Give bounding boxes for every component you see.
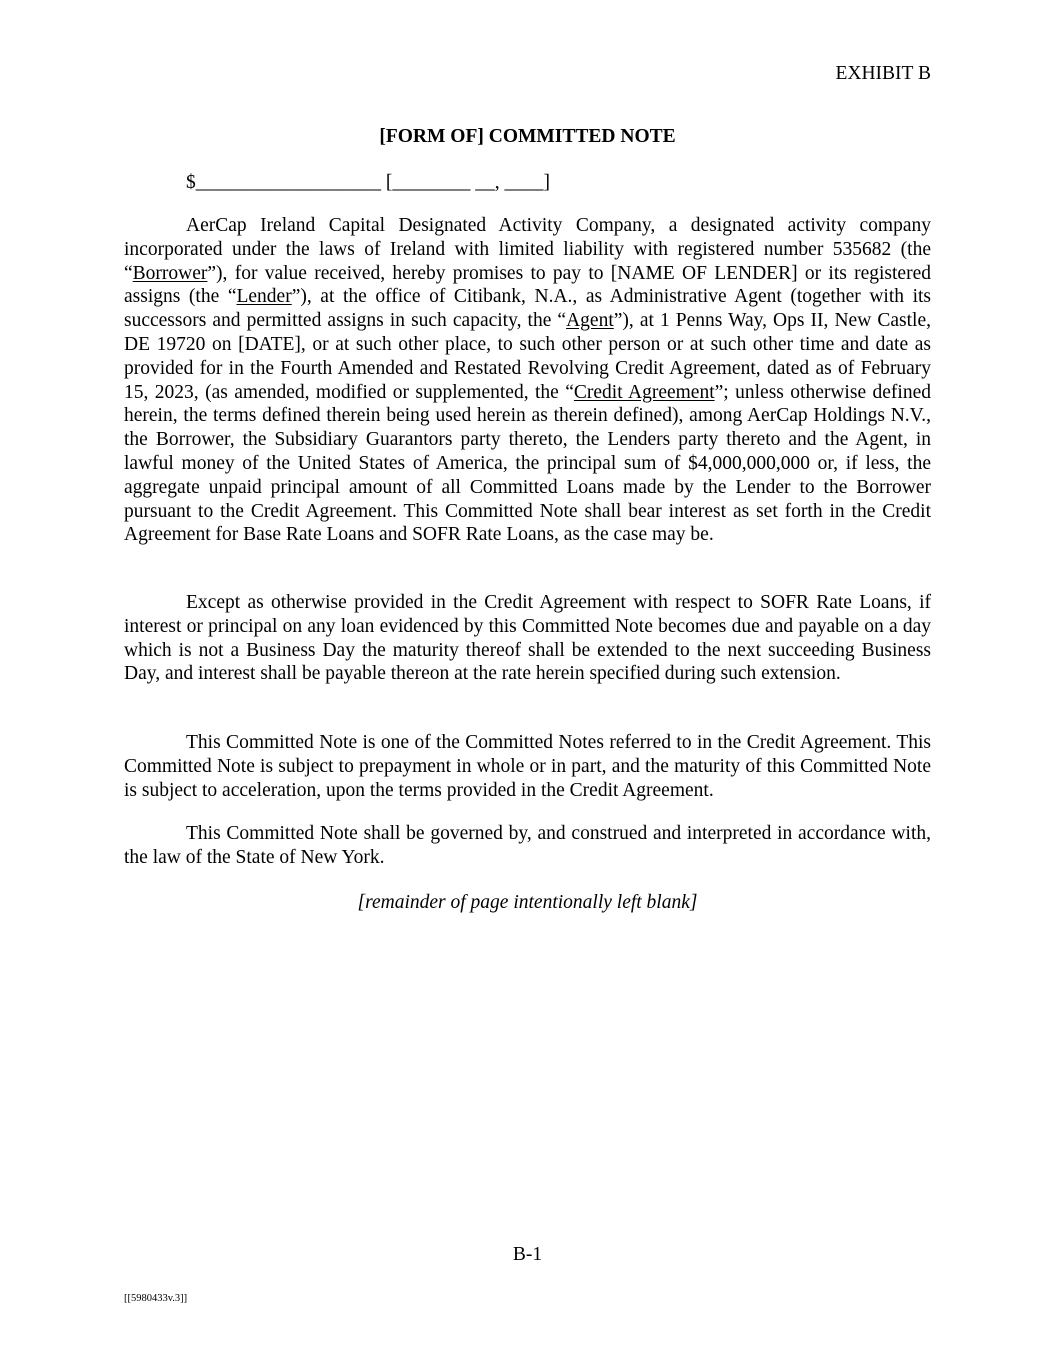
defined-term-credit-agreement: Credit Agreement (573, 381, 715, 403)
paragraph-text: Except as otherwise provided in the Credit Agreement with respect to SOFR Rate Loans, if interest or principal on any loan evidenced by this Committed Note becomes due and payable on a day which is not a Business Day the maturity thereof shall be extended to the next succeeding Business Day, and interest shall be payable thereon at the rate herein specified during such extension. (124, 592, 931, 685)
document-title: [FORM OF] COMMITTED NOTE (379, 126, 676, 147)
text-segment: ”), at the office of Citibank, N.A., as Administrative Agent (together with its successors and permitted assigns in such capacity, the “ (124, 286, 932, 332)
defined-term-lender: Lender (236, 286, 292, 308)
text-segment: ”), for value received, hereby promises to pay to [NAME OF LENDER] or its registered assigns (the “ (124, 262, 931, 308)
paragraph-committed-notes-reference (124, 731, 931, 802)
document-id: [[5980433v.3]] (124, 1293, 188, 1304)
defined-term-agent: Agent (566, 310, 614, 332)
paragraph-text: This Committed Note is one of the Committed Notes referred to in the Credit Agreement. This Committed Note is subject to prepayment in whole or in part, and the maturity of this Committed Note is subject to acceleration, upon the terms provided in the Credit Agreement. (124, 732, 931, 801)
paragraph-business-day (124, 591, 931, 686)
remainder-blank-note: [remainder of page intentionally left blank] (357, 892, 698, 913)
paragraph-parties-and-promise (124, 214, 931, 547)
text-segment: ”), at 1 Penns Way, Ops II, New Castle, DE 19720 on [DATE], or at such other place, to such other person or at such other time and date as provided for in the Fourth Amended and Restated Revolving Credit Agreement, dated as of February 15, 2023, (as amended, modified or supplemented, the “ (124, 310, 931, 403)
text-segment: AerCap Ireland Capital Designated Activity Company, a designated activity company incorporated under the laws of Ireland with limited liability with registered number 535682 (the “ (124, 215, 931, 284)
page-number: B-1 (512, 1244, 543, 1265)
paragraph-governing-law (124, 822, 931, 870)
defined-term-borrower: Borrower (132, 262, 208, 284)
text-segment: ”; unless otherwise defined herein, the terms defined therein being used herein as therein defined), among AerCap Holdings N.V., the Borrower, the Subsidiary Guarantors party thereto, the Lenders party thereto and the Agent, in lawful money of the United States of America, the principal sum of $4,000,000,000 or, if less, the aggregate unpaid principal amount of all Committed Loans made by the Lender to the Borrower pursuant to the Credit Agreement. This Committed Note shall bear interest as set forth in the Credit Agreement for Base Rate Loans and SOFR Rate Loans, as the case may be. (124, 381, 931, 546)
exhibit-label: EXHIBIT B (835, 63, 931, 84)
amount-date-blank-line: $___________________ [________ __, ____] (186, 172, 550, 193)
paragraph-text: This Committed Note shall be governed by, and construed and interpreted in accordance with, the law of the State of New York. (124, 823, 931, 868)
